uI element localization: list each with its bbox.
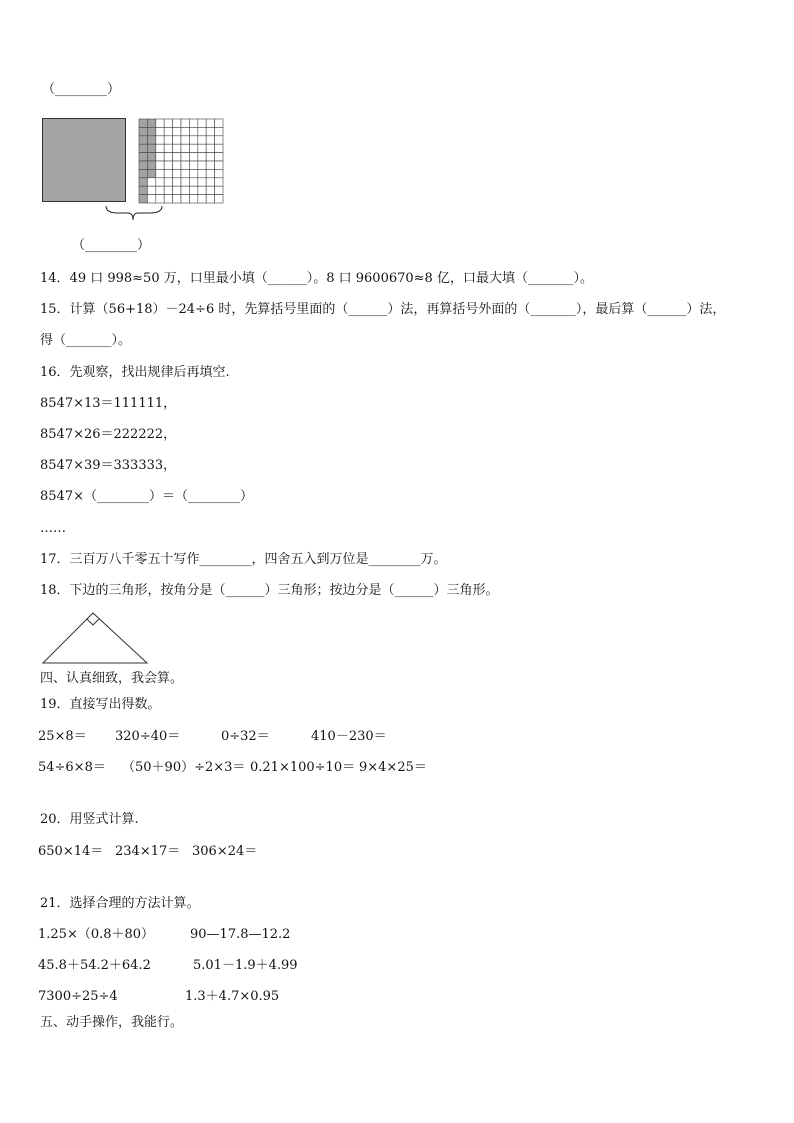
grid-cell (147, 127, 155, 135)
method-calc-item: 7300÷25÷4 (38, 989, 118, 1004)
grid-cell (173, 186, 181, 194)
section-4-heading: 四、认真细致，我会算。 (40, 671, 184, 686)
grid-cell (206, 119, 214, 127)
grid-cell (215, 178, 223, 186)
question-16-line: 8547×39＝333333， (40, 458, 177, 473)
grid-cell (181, 195, 189, 203)
figure-top-blank: （________） (42, 82, 121, 97)
question-21-title: 21．选择合理的方法计算。 (40, 896, 200, 911)
grid-cell (156, 186, 164, 194)
method-calc-item: 90—17.8—12.2 (190, 927, 291, 942)
question-16-title: 16．先观察，找出规律后再填空. (40, 365, 230, 380)
grid-cell (173, 195, 181, 203)
grid-cell (139, 153, 147, 161)
grid-cell (181, 144, 189, 152)
grid-cell (173, 169, 181, 177)
grid-cell (147, 161, 155, 169)
grid-cell (181, 161, 189, 169)
question-18: 18．下边的三角形，按角分是（______）三角形；按边分是（______）三角形。 (40, 583, 499, 598)
grid-cell (181, 153, 189, 161)
grid-cell (164, 178, 172, 186)
grid-cell (206, 186, 214, 194)
grid-cell (173, 127, 181, 135)
grid-cell (139, 178, 147, 186)
brace-icon (104, 204, 164, 226)
grid-cell (198, 153, 206, 161)
grid-cell (139, 186, 147, 194)
grid-cell (181, 127, 189, 135)
grid-cell (181, 119, 189, 127)
grid-cell (156, 153, 164, 161)
grid-cell (215, 144, 223, 152)
grid-cell (164, 195, 172, 203)
grid-cell (206, 127, 214, 135)
grid-cell (181, 136, 189, 144)
question-15-line1: 15．计算（56+18）－24÷6 时，先算括号里面的（______）法，再算括号外面的（_______），最后算（______）法， (40, 302, 726, 317)
grid-cell (173, 136, 181, 144)
grid-cell (215, 136, 223, 144)
calc-item: 0÷32＝ (221, 729, 270, 744)
question-19-title: 19．直接写出得数。 (40, 697, 161, 712)
grid-cell (189, 186, 197, 194)
grid-cell (215, 153, 223, 161)
question-16-line: 8547×13＝111111， (40, 396, 177, 411)
grid-cell (198, 136, 206, 144)
question-15-line2: 得（_______）。 (40, 333, 132, 348)
hundred-square (42, 118, 126, 202)
grid-cell (206, 136, 214, 144)
grid-cell (189, 127, 197, 135)
grid-cell (164, 169, 172, 177)
grid-cell (181, 169, 189, 177)
grid-cell (147, 153, 155, 161)
grid-cell (206, 178, 214, 186)
grid-cell (173, 119, 181, 127)
calc-item: （50＋90）÷2×3＝ (122, 760, 246, 775)
grid-cell (198, 169, 206, 177)
question-16-ellipsis: …… (40, 521, 66, 536)
grid-cell (147, 144, 155, 152)
calc-item: 25×8＝ (38, 729, 87, 744)
grid-cell (215, 127, 223, 135)
grid-cell (164, 153, 172, 161)
grid-cell (139, 195, 147, 203)
grid-cell (206, 153, 214, 161)
grid-cell (198, 178, 206, 186)
grid-cell (139, 161, 147, 169)
grid-cell (198, 161, 206, 169)
vertical-calc-item: 306×24＝ (192, 844, 258, 859)
grid-cell (198, 127, 206, 135)
method-calc-item: 5.01－1.9＋4.99 (193, 958, 298, 973)
grid-cell (173, 144, 181, 152)
grid-cell (215, 186, 223, 194)
method-calc-item: 1.3＋4.7×0.95 (185, 989, 280, 1004)
grid-cell (139, 144, 147, 152)
calc-item: 410－230＝ (311, 729, 387, 744)
grid-cell (189, 169, 197, 177)
section-5-heading: 五、动手操作，我能行。 (40, 1015, 184, 1030)
hundred-grid (138, 118, 224, 204)
grid-cell (189, 161, 197, 169)
calc-item: 320÷40＝ (115, 729, 181, 744)
calc-item: 54÷6×8＝ (38, 760, 106, 775)
grid-cell (173, 153, 181, 161)
question-17: 17．三百万八千零五十写作________，四舍五入到万位是________万。 (40, 552, 447, 567)
grid-cell (189, 119, 197, 127)
grid-cell (164, 144, 172, 152)
grid-cell (139, 169, 147, 177)
question-16-line: 8547×（________）＝（________） (40, 489, 253, 504)
vertical-calc-item: 234×17＝ (115, 844, 181, 859)
grid-cell (206, 195, 214, 203)
grid-cell (147, 186, 155, 194)
grid-cell (215, 119, 223, 127)
vertical-calc-item: 650×14＝ (38, 844, 104, 859)
grid-cell (139, 127, 147, 135)
grid-cell (189, 136, 197, 144)
question-16-line: 8547×26＝222222， (40, 427, 177, 442)
grid-cell (206, 169, 214, 177)
grid-cell (164, 127, 172, 135)
grid-cell (164, 186, 172, 194)
grid-cell (147, 169, 155, 177)
grid-cell (164, 119, 172, 127)
method-calc-item: 1.25×（0.8＋80） (38, 927, 155, 942)
grid-cell (164, 161, 172, 169)
grid-cell (147, 119, 155, 127)
grid-cell (198, 144, 206, 152)
grid-cell (215, 169, 223, 177)
grid-cell (156, 195, 164, 203)
question-20-title: 20．用竖式计算. (40, 812, 139, 827)
grid-cell (189, 178, 197, 186)
grid-cell (189, 195, 197, 203)
grid-cell (215, 161, 223, 169)
grid-cell (156, 161, 164, 169)
question-14: 14．49 口 998≈50 万，口里最小填（______）。8 口 9600670≈8 亿，口最大填（_______）。 (40, 271, 593, 286)
right-triangle (40, 610, 152, 666)
grid-cell (206, 161, 214, 169)
grid-cell (147, 178, 155, 186)
grid-cell (147, 136, 155, 144)
calc-item: 9×4×25＝ (359, 760, 427, 775)
calc-item: 0.21×100÷10＝ (250, 760, 356, 775)
grid-cell (198, 119, 206, 127)
grid-cell (173, 178, 181, 186)
grid-cell (156, 119, 164, 127)
grid-cell (147, 195, 155, 203)
figure-bottom-blank: （________） (72, 238, 151, 253)
grid-cell (156, 178, 164, 186)
grid-cell (206, 144, 214, 152)
method-calc-item: 45.8＋54.2＋64.2 (38, 958, 151, 973)
grid-cell (189, 144, 197, 152)
grid-cell (181, 186, 189, 194)
grid-cell (139, 136, 147, 144)
grid-cell (181, 178, 189, 186)
grid-cell (198, 186, 206, 194)
grid-cell (156, 169, 164, 177)
grid-cell (139, 119, 147, 127)
grid-cell (189, 153, 197, 161)
grid-cell (198, 195, 206, 203)
grid-cell (215, 195, 223, 203)
grid-cell (156, 136, 164, 144)
grid-cell (156, 127, 164, 135)
grid-cell (173, 161, 181, 169)
grid-cell (156, 144, 164, 152)
grid-cell (164, 136, 172, 144)
